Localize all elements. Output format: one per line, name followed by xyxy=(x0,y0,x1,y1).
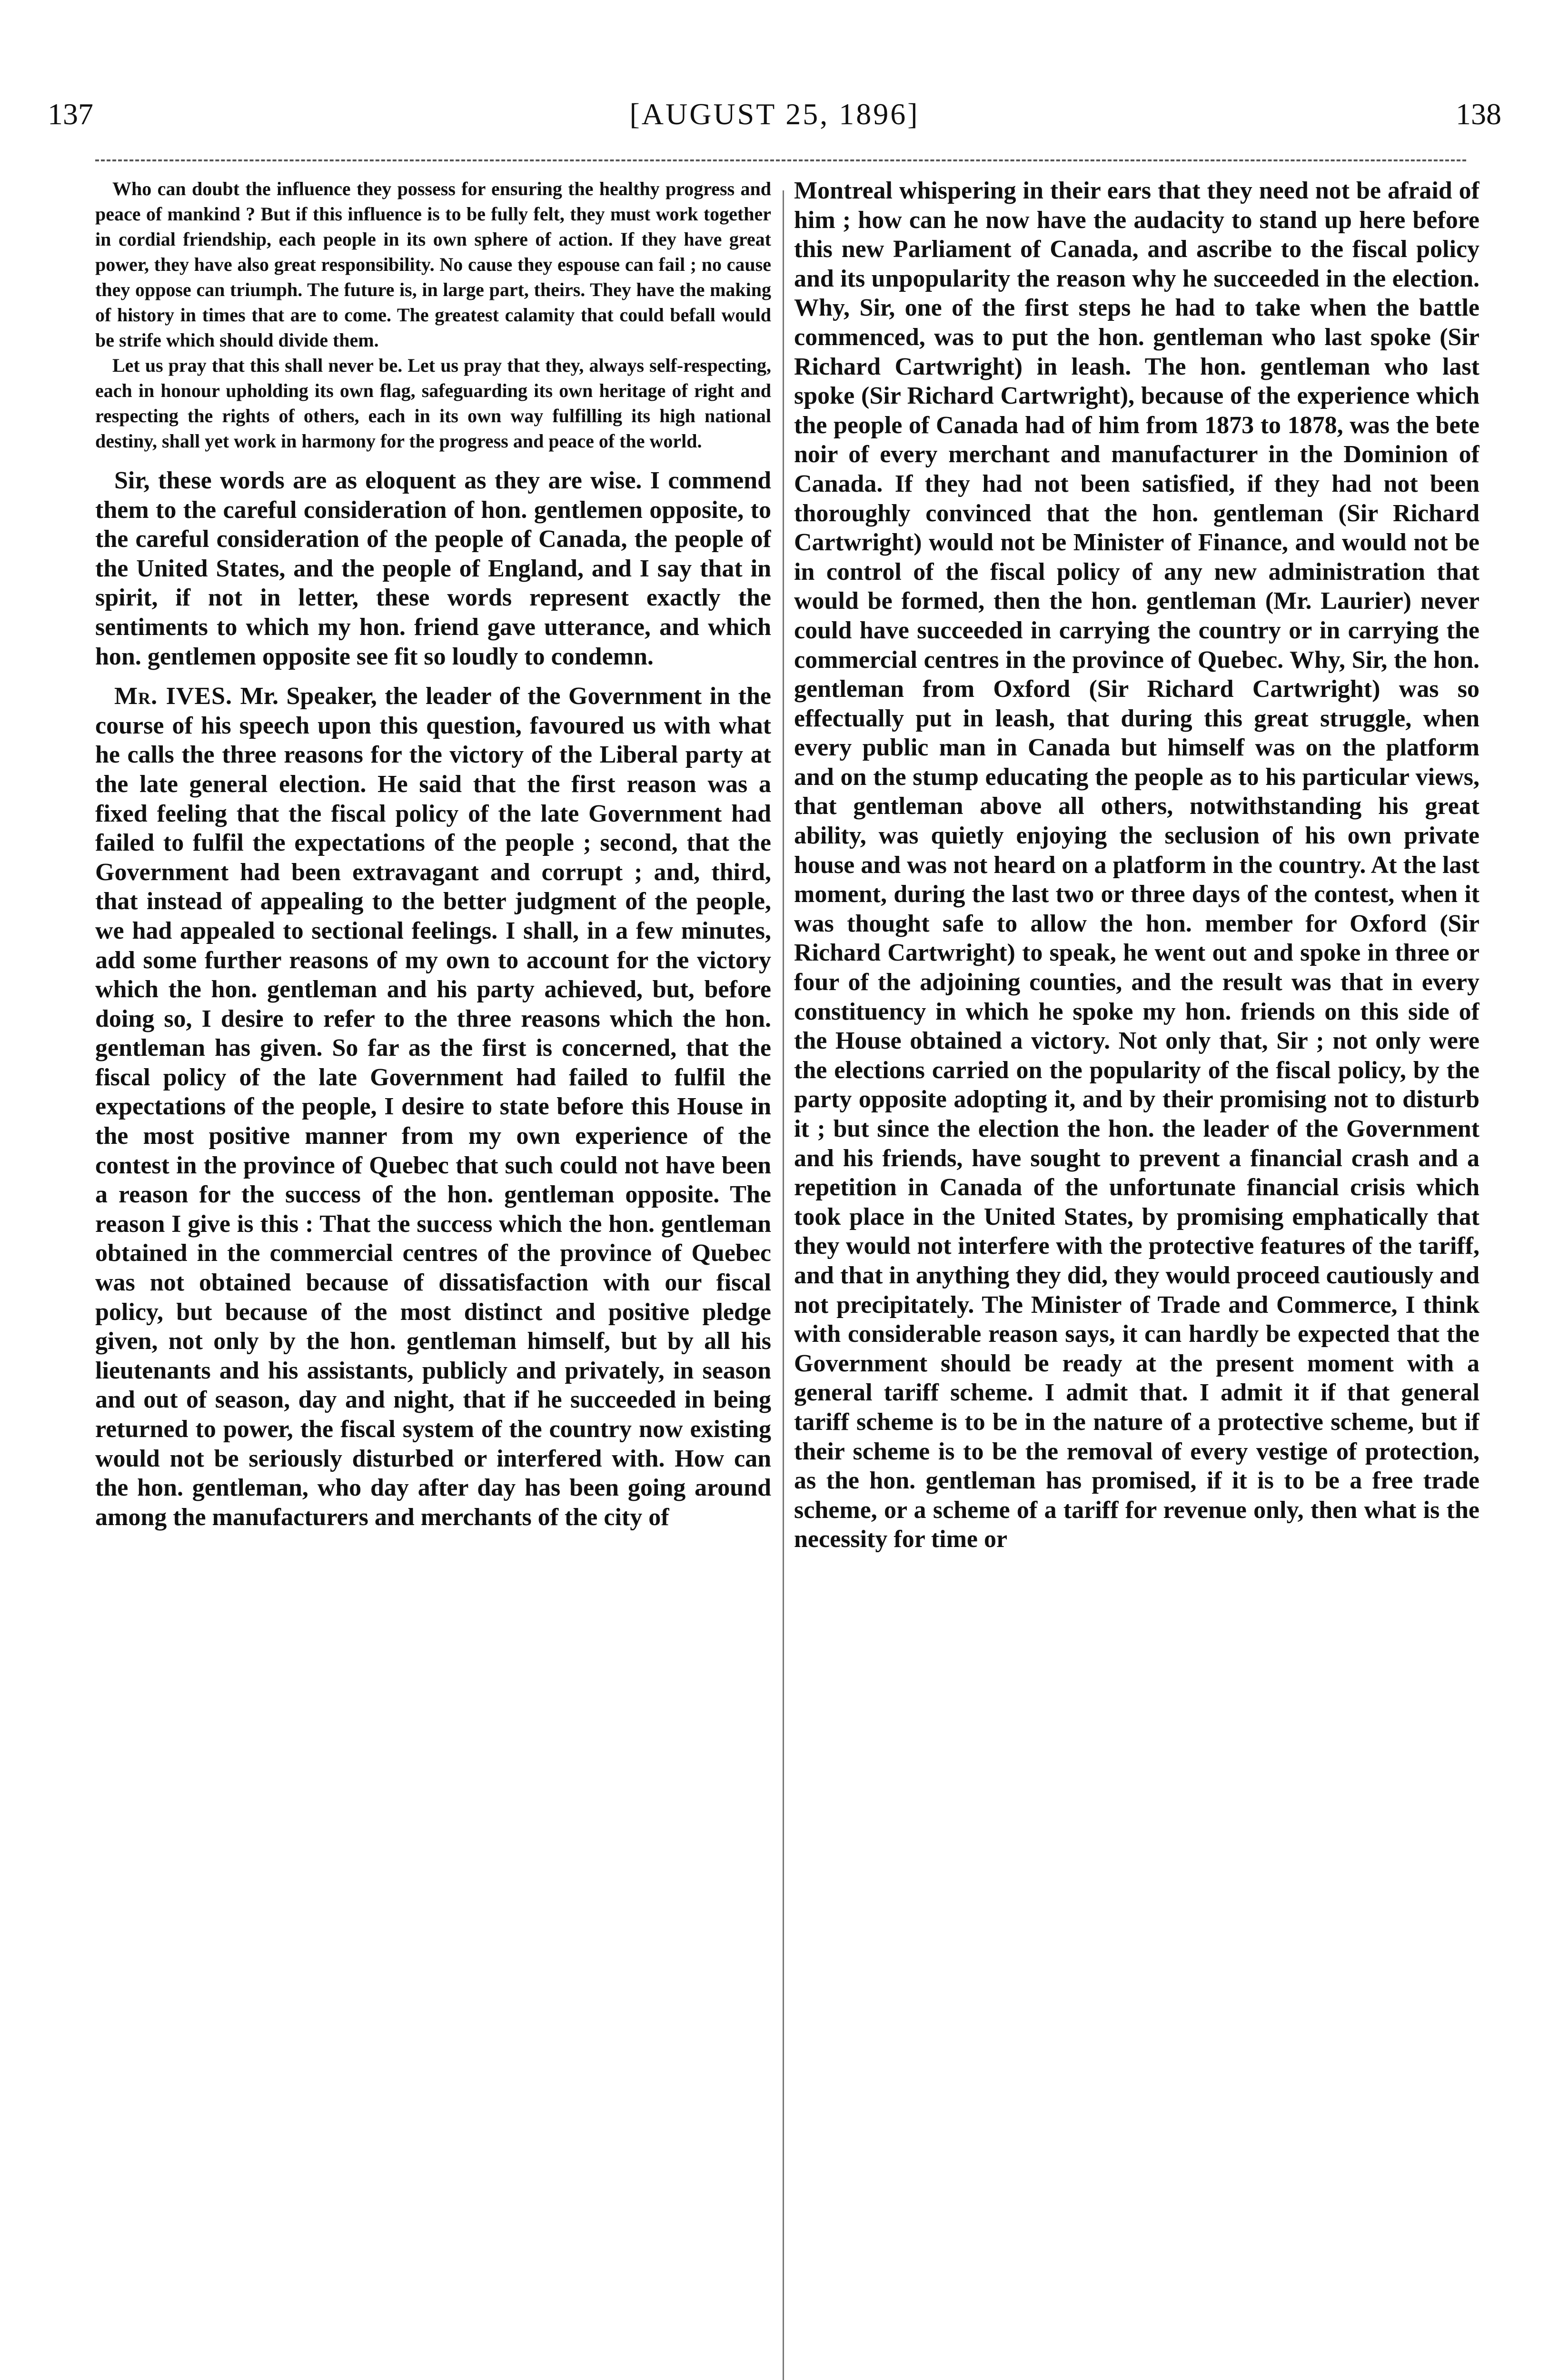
quote-paragraph: Who can doubt the influence they possess for ensuring the healthy progress and peace of mankind ? But if this influence is to be fully felt, they must work together in cordial friendship, each people in its own sphere of action. If they have great power, they have also great responsibility. No cause they espouse can fail ; no cause they oppose can triumph. The future is, in large part, theirs. They have the making of history in times that are to come. The greatest calamity that could befall would be strife which should divide them. xyxy=(95,178,771,351)
paragraph-commend: Sir, these words are as eloquent as they are wise. I commend them to the careful consideration of hon. gentlemen opposite, to the careful consideration of the people of Canada, the people of the United States, and the people of England, and I say that in spirit, if not in letter, these words represent exactly the sentiments to which my hon. friend gave utterance, and which hon. gentlemen opposite see fit so loudly to condemn. xyxy=(95,467,771,670)
column-divider xyxy=(783,190,784,2380)
header-rule xyxy=(95,159,1466,161)
issue-date: [AUGUST 25, 1896] xyxy=(629,97,920,131)
quote-paragraph: Let us pray that this shall never be. Let us pray that they, always self-respecting, each in honour upholding its own flag, safeguarding its own heritage of right and respecting the rights of others, each in its own way fulfilling its high national destiny, shall yet work in harmony for the progress and peace of the world. xyxy=(95,355,771,452)
block-quote xyxy=(95,176,771,454)
paragraph-ives xyxy=(95,682,771,1532)
left-column xyxy=(95,176,771,2380)
paragraph-ives-text: Mr. Speaker, the leader of the Government in the course of his speech upon this question, favoured us with what he calls the three reasons for the victory of the Liberal party at the late general election. He said that the first reason was a fixed feeling that the fiscal policy of the late Government had failed to fulfil the expectations of the people ; second, that the Government had been extravagant and corrupt ; and, third, that instead of appealing to the better judgment of the people, we had appealed to sectional feelings. I shall, in a few minutes, add some further reasons of my own to account for the victory which the hon. gentleman and his party achieved, but, before doing so, I desire to refer to the three reasons which the hon. gentleman has given. So far as the first is concerned, that the fiscal policy of the late Government had failed to fulfil the expectations of the people, I desire to state before this House in the most positive manner from my own experience of the contest in the province of Quebec that such could not have been a reason for the success of the hon. gentleman opposite. The reason I give is this : That the success which the hon. gentleman obtained in the commercial centres of the province of Quebec was not obtained because of dissatisfaction with our fiscal policy, but because of the most distinct and positive pledge given, not only by the hon. gentleman himself, but by all his lieutenants and his assistants, publicly and privately, in season and out of season, day and night, that if he succeeded in being returned to power, the fiscal system of the country now existing would not be seriously disturbed or interfered with. How can the hon. gentleman, who day after day has been going around among the manufacturers and merchants of the city of xyxy=(95,683,771,1531)
speech-left xyxy=(95,466,771,1532)
running-head xyxy=(48,93,1501,136)
page-number-left: 137 xyxy=(48,97,93,131)
right-column xyxy=(794,176,1479,2380)
page-number-right: 138 xyxy=(1456,97,1501,131)
speech-right xyxy=(794,176,1479,1554)
speaker-name: Mr. IVES. xyxy=(114,683,233,710)
paragraph-continued: Montreal whispering in their ears that they need not be afraid of him ; how can he now have the audacity to stand up here before this new Parliament of Canada, and ascribe to the fiscal policy and its unpopularity the reason why he succeeded in the election. Why, Sir, one of the first steps he had to take when the battle commenced, was to put the hon. gentleman who last spoke (Sir Richard Cartwright) in leash. The hon. gentleman who last spoke (Sir Richard Cartwright), because of the experience which the people of Canada had of him from 1873 to 1878, was the bete noir of every merchant and manufacturer in the Dominion of Canada. If they had not been satisfied, if they had not been thoroughly convinced that the hon. gentleman (Sir Richard Cartwright) would not be Minister of Finance, and would not be in control of the fiscal policy of any new administration that would be formed, then the hon. gentleman (Mr. Laurier) never could have succeeded in carrying the country or in carrying the commercial centres in the province of Quebec. Why, Sir, the hon. gentleman from Oxford (Sir Richard Cartwright) was so effectually put in leash, that during this great struggle, when every public man in Canada but himself was on the platform and on the stump educating the people as to his particular views, that gentleman above all others, notwithstanding his great ability, was quietly enjoying the seclusion of his own private house and was not heard on a platform in the country. At the last moment, during the last two or three days of the contest, when it was thought safe to allow the hon. member for Oxford (Sir Richard Cartwright) to speak, he went out and spoke in three or four of the adjoining counties, and the result was that in every constituency in which he spoke my hon. friends on this side of the House obtained a victory. Not only that, Sir ; not only were the elections carried on the popularity of the fiscal policy, by the party opposite adopting it, and by their promising not to disturb it ; but since the election the hon. the leader of the Government and his friends, have sought to prevent a financial crash and a repetition in Canada of the unfortunate financial crisis which took place in the United States, by promising emphatically that they would not interfere with the protective features of the tariff, and that in anything they did, they would proceed cautiously and not precipitately. The Minister of Trade and Commerce, I think with considerable reason says, it can hardly be expected that the Government should be ready at the present moment with a general tariff scheme. I admit that. I admit it if that general tariff scheme is to be in the nature of a protective scheme, but if their scheme is to be the removal of every vestige of protection, as the hon. gentleman has promised, if it is to be a free trade scheme, or a scheme of a tariff for revenue only, then what is the necessity for time or xyxy=(794,177,1479,1553)
